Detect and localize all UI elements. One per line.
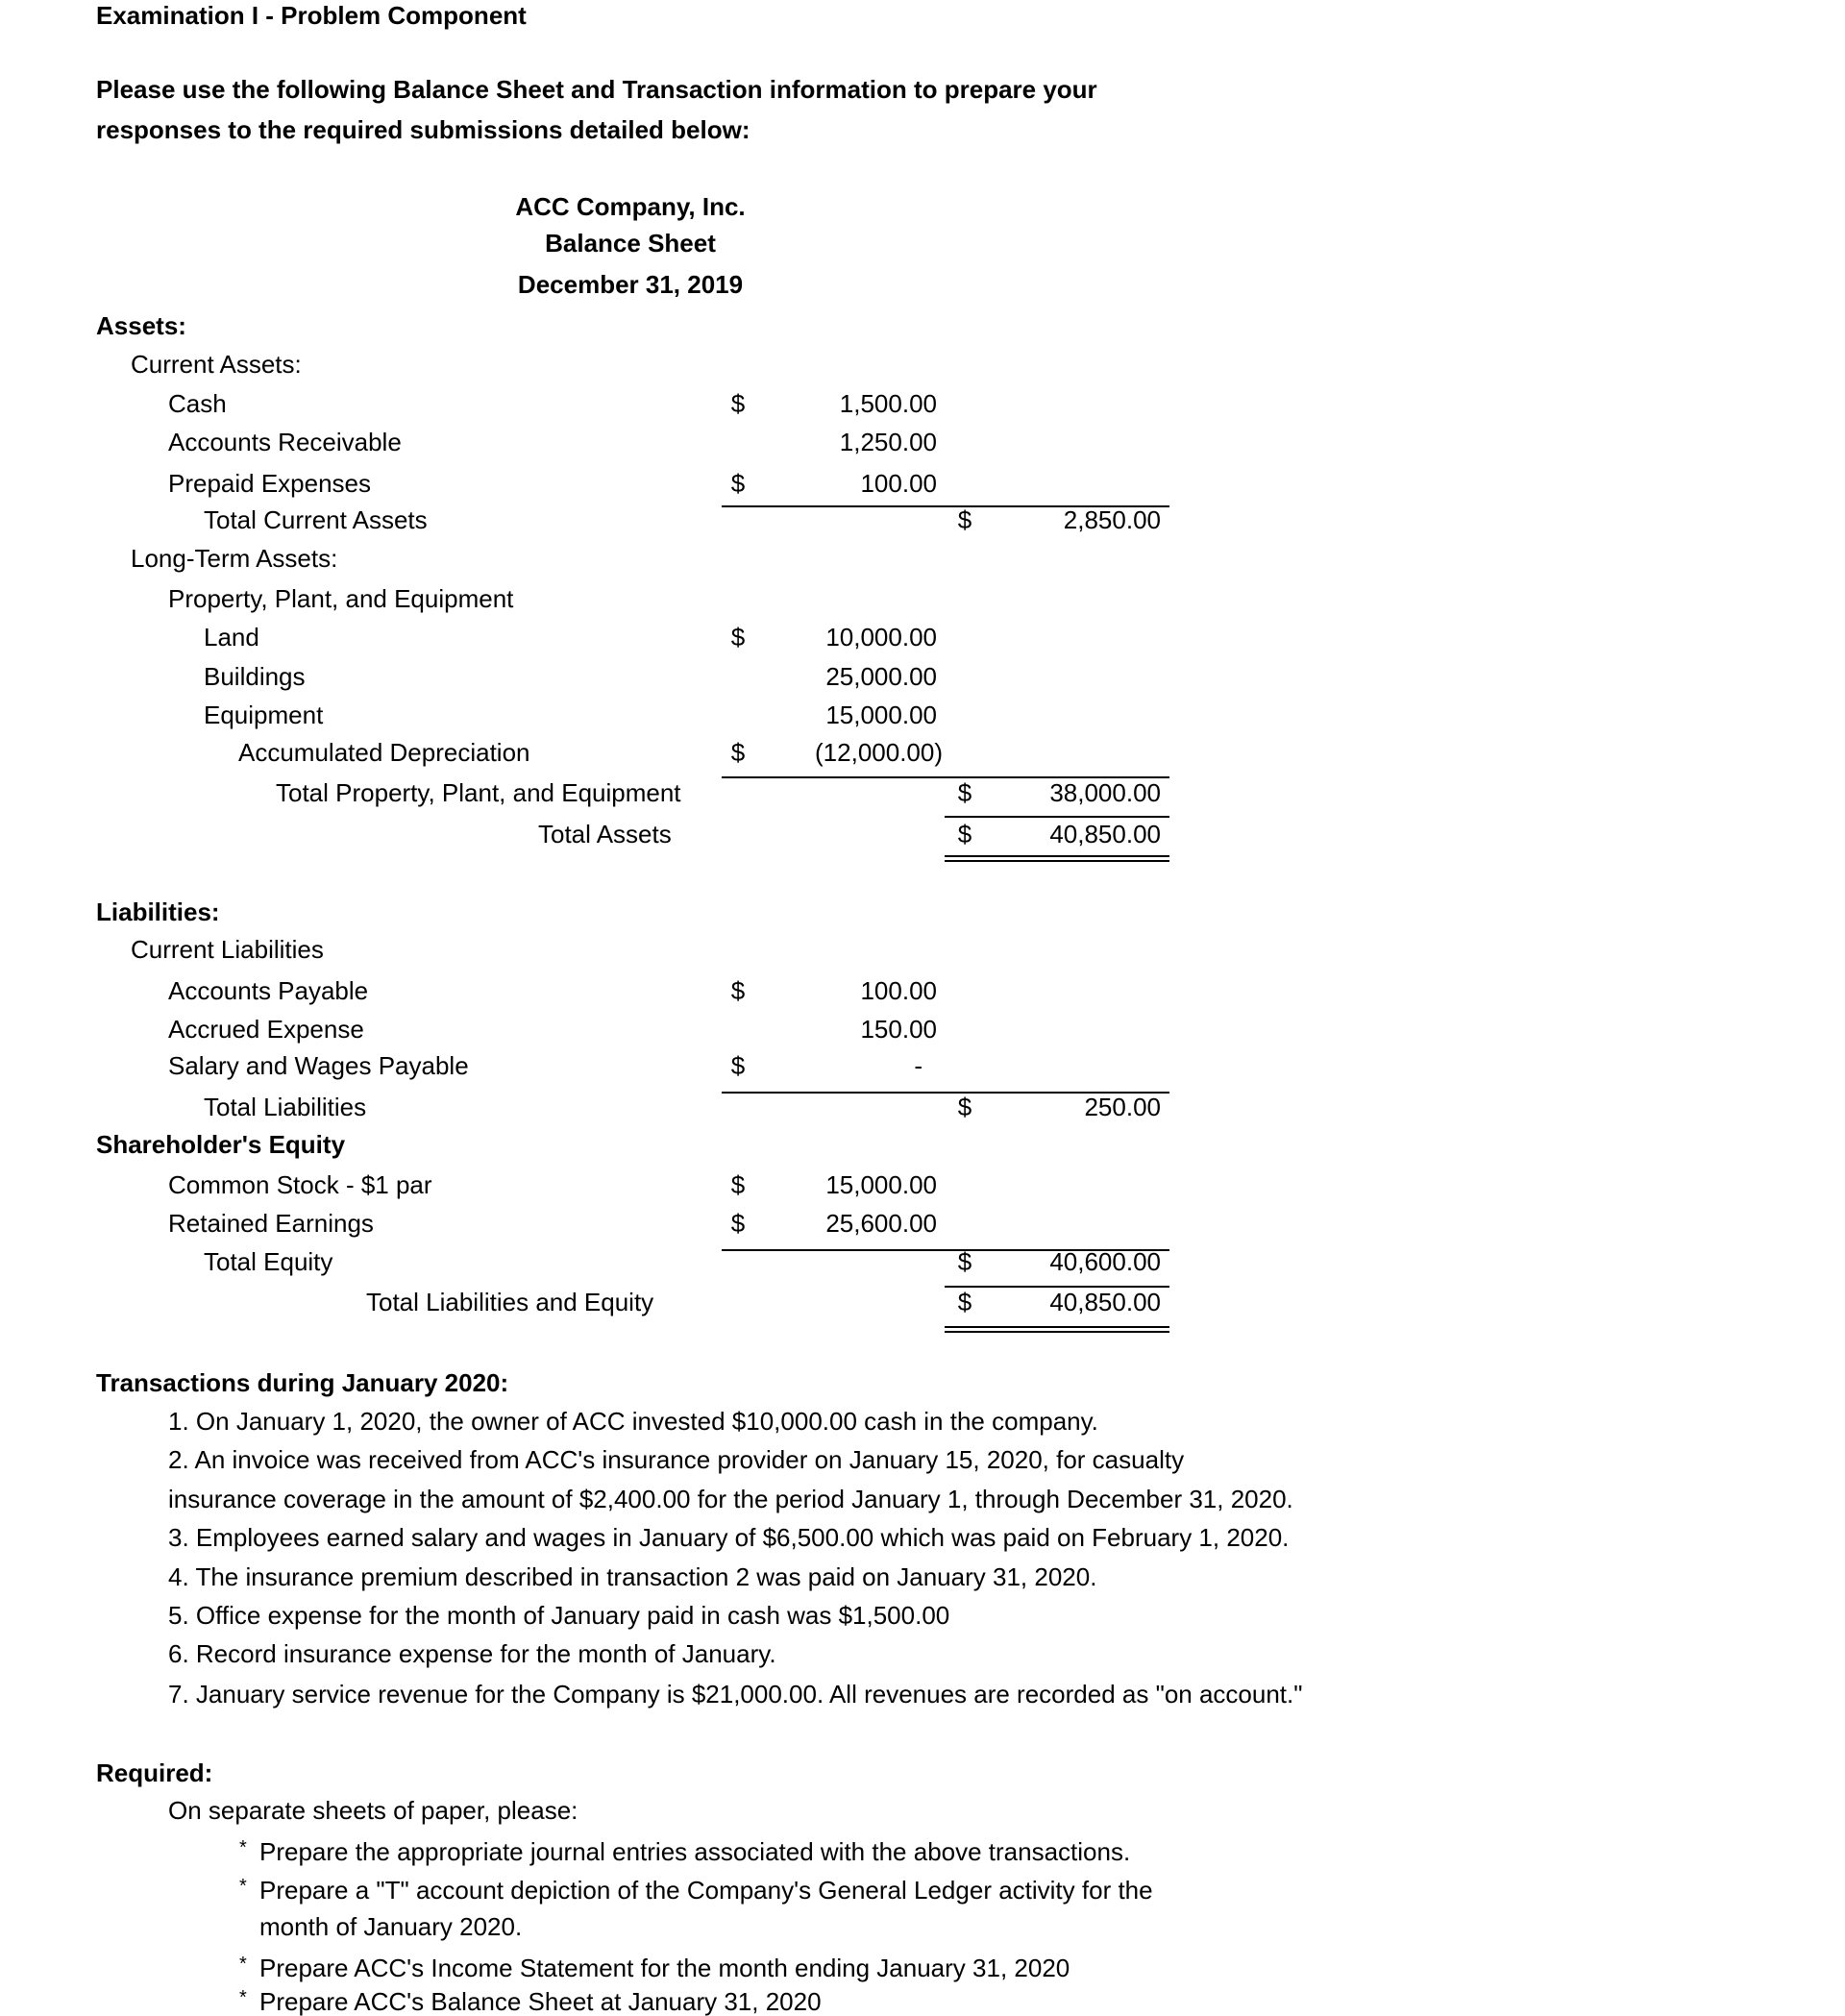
dollar-sign: $ (730, 976, 746, 1005)
amount-value: 100.00 (860, 976, 937, 1005)
dollar-sign: $ (730, 1170, 746, 1199)
company-name: ACC Company, Inc. (515, 192, 746, 221)
statement-name: Balance Sheet (545, 229, 716, 258)
dollar-sign: $ (730, 1209, 746, 1238)
row-label: Liabilities: (96, 897, 220, 926)
total-value: 40,850.00 (1049, 1288, 1161, 1316)
transaction-line: 6. Record insurance expense for the month of January. (168, 1639, 776, 1668)
row-label: Total Liabilities (204, 1093, 367, 1121)
double-rule (945, 855, 1169, 862)
dollar-sign: $ (957, 505, 972, 534)
subtotal-rule (722, 1092, 1169, 1094)
subtotal-rule (722, 505, 1169, 507)
amount-value: 25,600.00 (825, 1209, 937, 1238)
row-label: Property, Plant, and Equipment (168, 584, 514, 613)
dollar-sign: $ (957, 1288, 972, 1316)
amount-value: (12,000.00) (815, 738, 943, 767)
statement-date: December 31, 2019 (517, 270, 744, 299)
required-item: Prepare ACC's Income Statement for the month ending January 31, 2020 (259, 1954, 1070, 1982)
subtotal-rule (945, 1286, 1169, 1288)
dollar-sign: $ (730, 738, 746, 767)
subtotal-rule (722, 1249, 1169, 1251)
dollar-sign: $ (730, 623, 746, 652)
row-label: Retained Earnings (168, 1209, 374, 1238)
amount-value: 15,000.00 (825, 1170, 937, 1199)
total-value: 38,000.00 (1049, 778, 1161, 807)
transaction-line: 1. On January 1, 2020, the owner of ACC invested $10,000.00 cash in the company. (168, 1407, 1098, 1436)
row-label: Total Liabilities and Equity (366, 1288, 654, 1316)
intro-line: responses to the required submissions detailed below: (96, 115, 750, 144)
row-label: Total Assets (538, 820, 672, 848)
transaction-line: 5. Office expense for the month of January paid in cash was $1,500.00 (168, 1601, 950, 1630)
total-value: 40,850.00 (1049, 820, 1161, 848)
total-value: 250.00 (1084, 1093, 1161, 1121)
row-label: Accounts Receivable (168, 428, 402, 456)
row-label: Total Property, Plant, and Equipment (276, 778, 681, 807)
row-label: Accrued Expense (168, 1015, 364, 1044)
transaction-line: 3. Employees earned salary and wages in January of $6,500.00 which was paid on February 1, 2020. (168, 1523, 1290, 1552)
required-heading: Required: (96, 1758, 213, 1787)
transactions-heading: Transactions during January 2020: (96, 1368, 509, 1397)
bullet-asterisk: * (239, 1954, 247, 1975)
row-label: Accumulated Depreciation (238, 738, 530, 767)
required-subheading: On separate sheets of paper, please: (168, 1796, 578, 1825)
transaction-line: 4. The insurance premium described in transaction 2 was paid on January 31, 2020. (168, 1562, 1097, 1591)
dollar-sign: $ (730, 1051, 746, 1080)
dollar-sign: $ (957, 1093, 972, 1121)
required-item: month of January 2020. (259, 1912, 523, 1941)
intro-line: Please use the following Balance Sheet and Transaction information to prepare your (96, 75, 1097, 104)
amount-value: 100.00 (860, 469, 937, 498)
total-value: 40,600.00 (1049, 1247, 1161, 1276)
row-label: Equipment (204, 701, 324, 729)
subtotal-rule (722, 776, 1169, 778)
transaction-line: insurance coverage in the amount of $2,400.00 for the period January 1, through December 31, 2020. (168, 1485, 1293, 1513)
row-label: Land (204, 623, 259, 652)
row-label: Current Liabilities (131, 935, 324, 964)
transaction-line: 7. January service revenue for the Company is $21,000.00. All revenues are recorded as "on account." (168, 1680, 1303, 1709)
dollar-sign: $ (730, 469, 746, 498)
dollar-sign: $ (957, 1247, 972, 1276)
row-label: Salary and Wages Payable (168, 1051, 469, 1080)
required-item: Prepare the appropriate journal entries associated with the above transactions. (259, 1837, 1131, 1866)
row-label: Common Stock - $1 par (168, 1170, 432, 1199)
row-label: Total Current Assets (204, 505, 428, 534)
amount-value: 1,250.00 (839, 428, 937, 456)
row-label: Buildings (204, 662, 306, 691)
total-value: 2,850.00 (1063, 505, 1161, 534)
row-label: Prepaid Expenses (168, 469, 372, 498)
amount-value: 1,500.00 (839, 389, 937, 418)
row-label: Total Equity (204, 1247, 333, 1276)
transaction-line: 2. An invoice was received from ACC's insurance provider on January 15, 2020, for casualty (168, 1445, 1185, 1474)
row-label: Assets: (96, 311, 186, 340)
required-item: Prepare ACC's Balance Sheet at January 31, 2020 (259, 1987, 822, 2016)
exam-title: Examination I - Problem Component (96, 1, 527, 30)
row-label: Long-Term Assets: (131, 544, 338, 573)
amount-value: 150.00 (860, 1015, 937, 1044)
amount-value: - (914, 1051, 922, 1080)
row-label: Cash (168, 389, 227, 418)
dollar-sign: $ (730, 389, 746, 418)
bullet-asterisk: * (239, 1837, 247, 1858)
dollar-sign: $ (957, 820, 972, 848)
bullet-asterisk: * (239, 1987, 247, 2008)
amount-value: 25,000.00 (825, 662, 937, 691)
row-label: Current Assets: (131, 350, 302, 379)
required-item: Prepare a "T" account depiction of the Company's General Ledger activity for the (259, 1876, 1153, 1905)
dollar-sign: $ (957, 778, 972, 807)
amount-value: 15,000.00 (825, 701, 937, 729)
row-label: Shareholder's Equity (96, 1130, 346, 1159)
amount-value: 10,000.00 (825, 623, 937, 652)
row-label: Accounts Payable (168, 976, 369, 1005)
subtotal-rule (945, 816, 1169, 818)
bullet-asterisk: * (239, 1876, 247, 1897)
double-rule (945, 1326, 1169, 1333)
